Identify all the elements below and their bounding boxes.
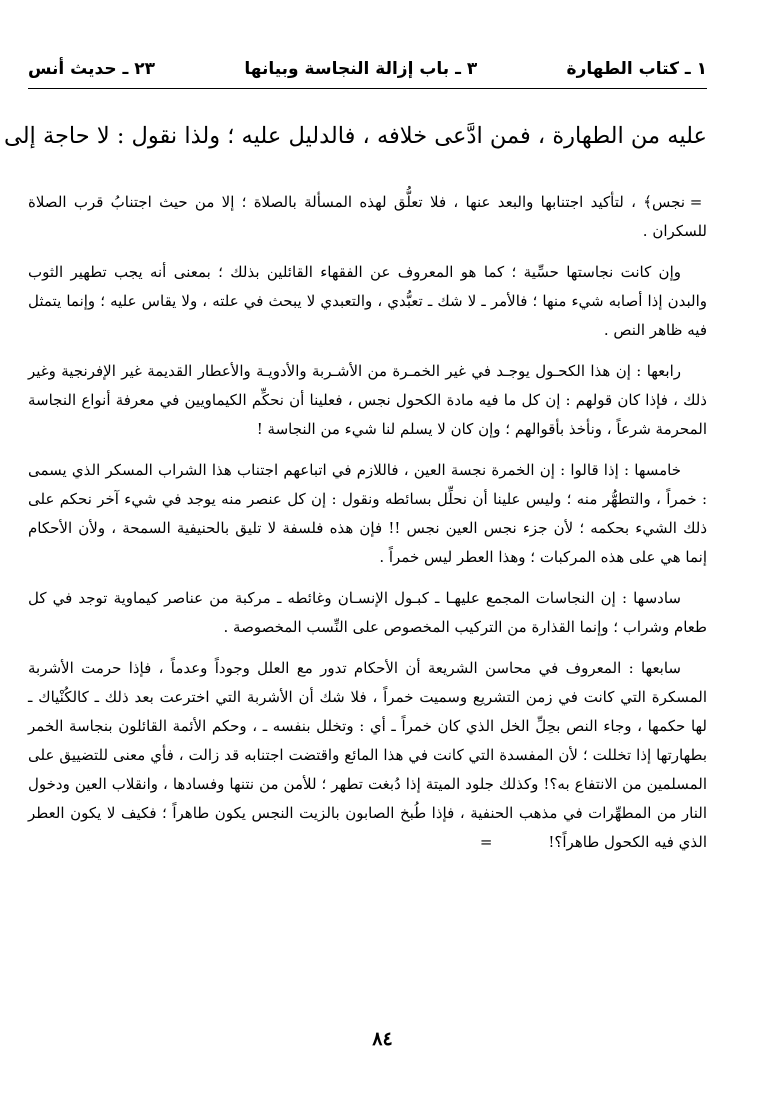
- footnote-text: خامسها : إذا قالوا : إن الخمرة نجسة العين ، فاللازم في اتباعهم اجتناب هذا الشراب المسكر الذي يسمى : خمراً ، والتطهُّر منه ؛ وليس علينا أن نحلِّل بسائطه ونقول : إن كل عنصر منه يوجد في شيء آخر نحكم على ذلك الشيء بحكمه ؛ لأن جزء نجس العين نجس !! فإن هذه فلسفة لا تليق بالحنيفية السمحة ، ولأن الأحكام إنما هي على هذه المركبات ؛ وهذا العطر ليس خمراً .: [28, 461, 707, 566]
- footnote-paragraph: [28, 654, 707, 857]
- main-text-line: عليه من الطهارة ، فمن ادَّعى خلافه ، فالدليل عليه ؛ ولذا نقول : لا حاجة إلى: [3, 123, 707, 149]
- footnote-paragraph: [28, 456, 707, 572]
- footnotes-block: [28, 188, 707, 869]
- footnote-paragraph: [28, 188, 707, 246]
- footnote-text: رابعها : إن هذا الكحـول يوجـد في غير الخمـرة من الأشـربة والأدويـة والأعطار القديمة غير الإفرنجية وغير ذلك ، فإذا كان قولهم : إن كل ما فيه مادة الكحول نجس ، فعلينا أن نحكِّم الكيماويين في معرفة أنواع النجاسة المحرمة شرعاً ، ونأخذ بأقوالهم ؛ وإن كان لا يسلم لنا شيء من النجاسة !: [28, 362, 707, 438]
- header-section: ٣ ـ باب إزالة النجاسة وبيانها: [244, 59, 478, 79]
- footnote-paragraph: [28, 258, 707, 345]
- footnote-text: وإن كانت نجاستها حسِّية ؛ كما هو المعروف عن الفقهاء القائلين بذلك ؛ بمعنى أنه يجب تطهير الثوب والبدن إذا أصابه شيء منها ؛ فالأمر ـ لا شك ـ تعبُّدي ، والتعبدي لا يبحث في علته ، ولا يقاس عليه ؛ وإنما يتمثل فيه ظاهر النص .: [28, 263, 707, 339]
- header-chapter: ١ ـ كتاب الطهارة: [566, 59, 707, 79]
- footnote-paragraph: [28, 584, 707, 642]
- page-number: ٨٤: [372, 1028, 393, 1050]
- footnote-text: سادسها : إن النجاسات المجمع عليهـا ـ كبـول الإنسـان وغائطه ـ مركبة من عناصر كيماوية توجد في كل طعام وشراب ؛ وإنما القذارة من التركيب المخصوص على النِّسب المخصوصة .: [28, 589, 707, 636]
- end-marker: =: [479, 833, 493, 851]
- footnote-text: سابعها : المعروف في محاسن الشريعة أن الأحكام تدور مع العلل وجوداً وعدماً ، فإذا حرمت الأشربة المسكرة التي كانت في زمن التشريع وسميت خمراً ، فلا شك أن الأشربة التي اخترعت بعد ذلك ـ كالكُنْياك ـ لها حكمها ، وجاء النص بحِلِّ الخل الذي كان خمراً ـ أي : وتخلل بنفسه ـ ، وحكم الأئمة القائلون بنجاسة الخمر بطهارتها إذا تخللت ؛ لأن المفسدة التي كانت في هذا المائع واقتضت اجتنابه قد زالت ، فأي معنى للتضييق على المسلمين من الانتفاع به؟! وكذلك جلود الميتة إذا دُبغت تطهر ؛ للأمن من نتنها وفسادها ، وانقلاب العين ودخول النار من المطهِّرات في مذهب الحنفية ، فإذا طُبخ الصابون بالزيت النجس يكون طاهراً ؛ فكيف لا يكون العطر الذي فيه الكحول طاهراً؟!: [28, 659, 707, 851]
- continuation-marker: =: [689, 193, 703, 211]
- header-hadith: ٢٣ ـ حديث أنس: [28, 59, 156, 79]
- footnote-text: نجس﴾ ، لتأكيد اجتنابها والبعد عنها ، فلا تعلُّق لهذه المسألة بالصلاة ؛ إلا من حيث اجتنابُ قرب الصلاة للسكران .: [28, 193, 707, 240]
- running-header: [28, 50, 707, 89]
- footnote-paragraph: [28, 357, 707, 444]
